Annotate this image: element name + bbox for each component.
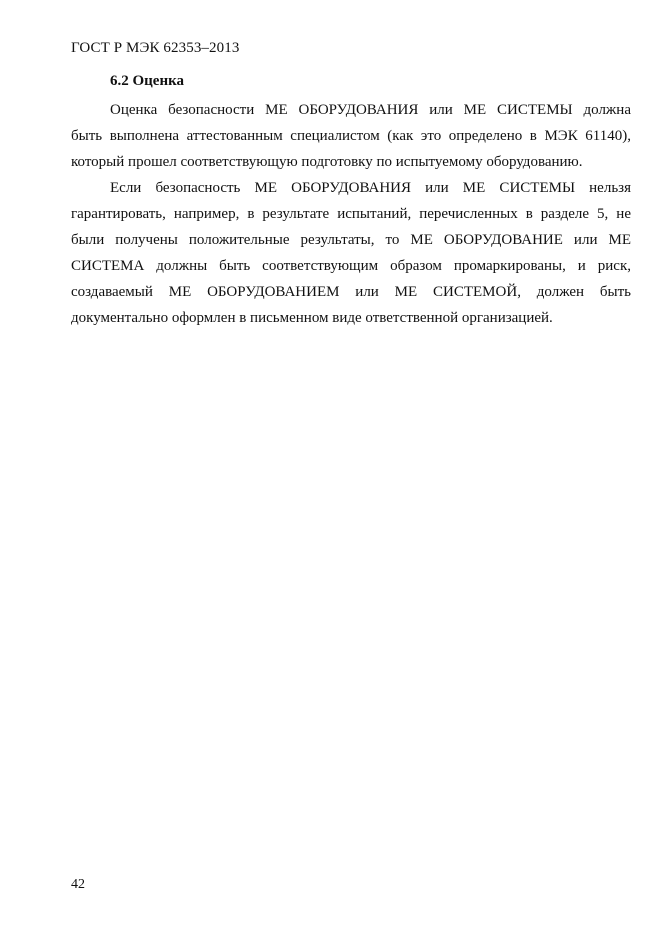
paragraph-line: быть выполнена аттестованным специалистом (как это определено в МЭК 61140), xyxy=(71,128,631,144)
paragraph-assessment-qualification xyxy=(71,97,631,175)
paragraph-line: Оценка безопасности МЕ ОБОРУДОВАНИЯ или МЕ СИСТЕМЫ должна xyxy=(110,102,631,118)
paragraph-safety-marking xyxy=(71,175,631,331)
section-heading: 6.2 Оценка xyxy=(110,73,185,89)
paragraph-line: документально оформлен в письменном виде ответственной организацией. xyxy=(71,310,553,326)
document-header: ГОСТ Р МЭК 62353–2013 xyxy=(71,40,240,56)
paragraph-line: Если безопасность МЕ ОБОРУДОВАНИЯ или МЕ СИСТЕМЫ нельзя xyxy=(110,180,631,196)
page-content xyxy=(71,71,631,331)
paragraph-line: были получены положительные результаты, то МЕ ОБОРУДОВАНИЕ или МЕ xyxy=(71,232,631,248)
paragraph-line: СИСТЕМА должны быть соответствующим образом промаркированы, и риск, xyxy=(71,258,631,274)
paragraph-line: создаваемый МЕ ОБОРУДОВАНИЕМ или МЕ СИСТЕМОЙ, должен быть xyxy=(71,284,631,300)
paragraph-line: гарантировать, например, в результате испытаний, перечисленных в разделе 5, не xyxy=(71,206,631,222)
paragraph-line: который прошел соответствующую подготовку по испытуемому оборудованию. xyxy=(71,154,583,170)
page-number: 42 xyxy=(71,877,85,892)
